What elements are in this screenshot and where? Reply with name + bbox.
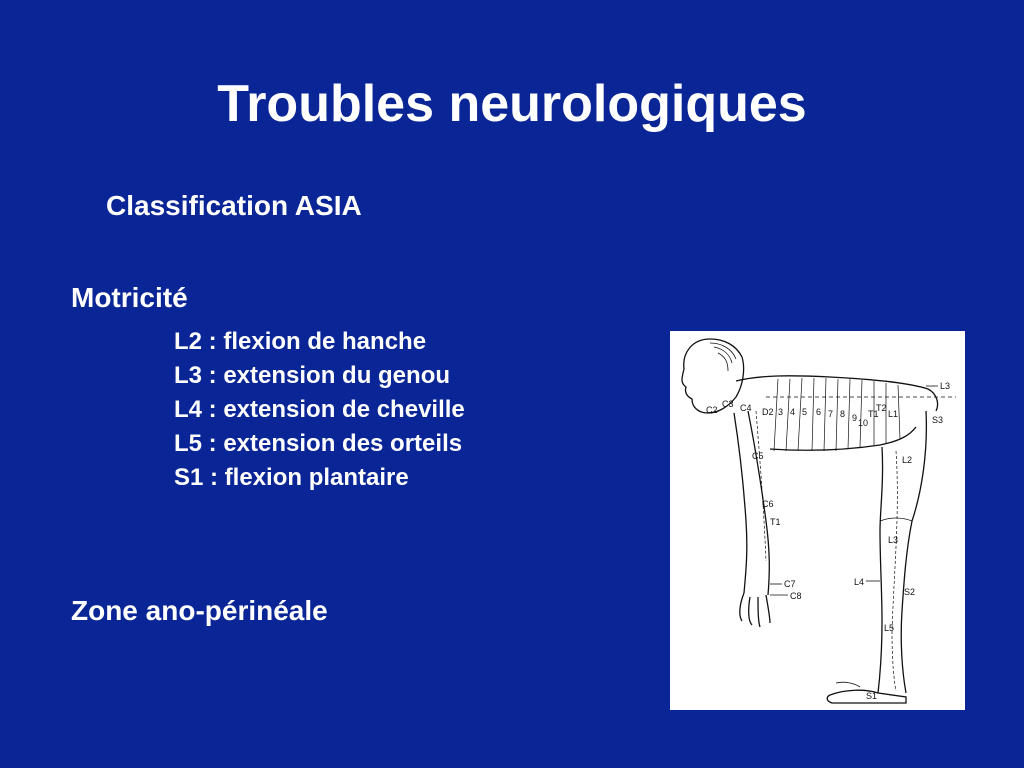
label-l3: L3: [888, 535, 899, 545]
dermatome-illustration: [670, 331, 965, 710]
label-l2: L2: [902, 455, 913, 465]
list-item: L4 : extension de cheville: [174, 396, 465, 423]
zone-heading: Zone ano-périnéale: [71, 595, 328, 626]
subtitle: Classification ASIA: [106, 190, 362, 221]
list-item: S1 : flexion plantaire: [174, 464, 409, 491]
label-6: 6: [816, 407, 822, 417]
list-item: L5 : extension des orteils: [174, 430, 463, 457]
label-10: 10: [858, 418, 869, 428]
list-item: L2 : flexion de hanche: [174, 328, 427, 355]
label-c2: C2: [706, 405, 718, 415]
label-8: 8: [840, 409, 846, 419]
body-outline: [682, 339, 956, 703]
label-9: 9: [852, 413, 858, 423]
label-c8: C8: [790, 591, 802, 601]
label-d2: D2: [762, 407, 774, 417]
label-4: 4: [790, 407, 796, 417]
label-c6: C6: [762, 499, 774, 509]
dermatome-figure: [670, 331, 965, 710]
dermatome-labels: [706, 381, 950, 701]
label-c7: C7: [784, 579, 796, 589]
motricite-heading: Motricité: [71, 282, 188, 313]
label-l1: L1: [888, 409, 899, 419]
label-c5: C5: [752, 451, 764, 461]
slide-title: Troubles neurologiques: [217, 75, 807, 133]
label-c3: C3: [722, 399, 734, 409]
label-t2: T2: [876, 403, 887, 413]
list-item: L3 : extension du genou: [174, 362, 451, 389]
label-c4: C4: [740, 403, 752, 413]
label-5: 5: [802, 407, 808, 417]
label-7: 7: [828, 409, 834, 419]
label-l5: L5: [884, 623, 895, 633]
label-l4: L4: [854, 577, 865, 587]
motricite-list: [174, 325, 465, 495]
label-s1: S1: [866, 691, 878, 701]
label-s2: S2: [904, 587, 916, 597]
label-3: 3: [778, 407, 784, 417]
label-l3-top: L3: [940, 381, 951, 391]
label-s3: S3: [932, 415, 944, 425]
label-t1-arm: T1: [770, 517, 781, 527]
label-t1-torso: T1: [868, 409, 879, 419]
